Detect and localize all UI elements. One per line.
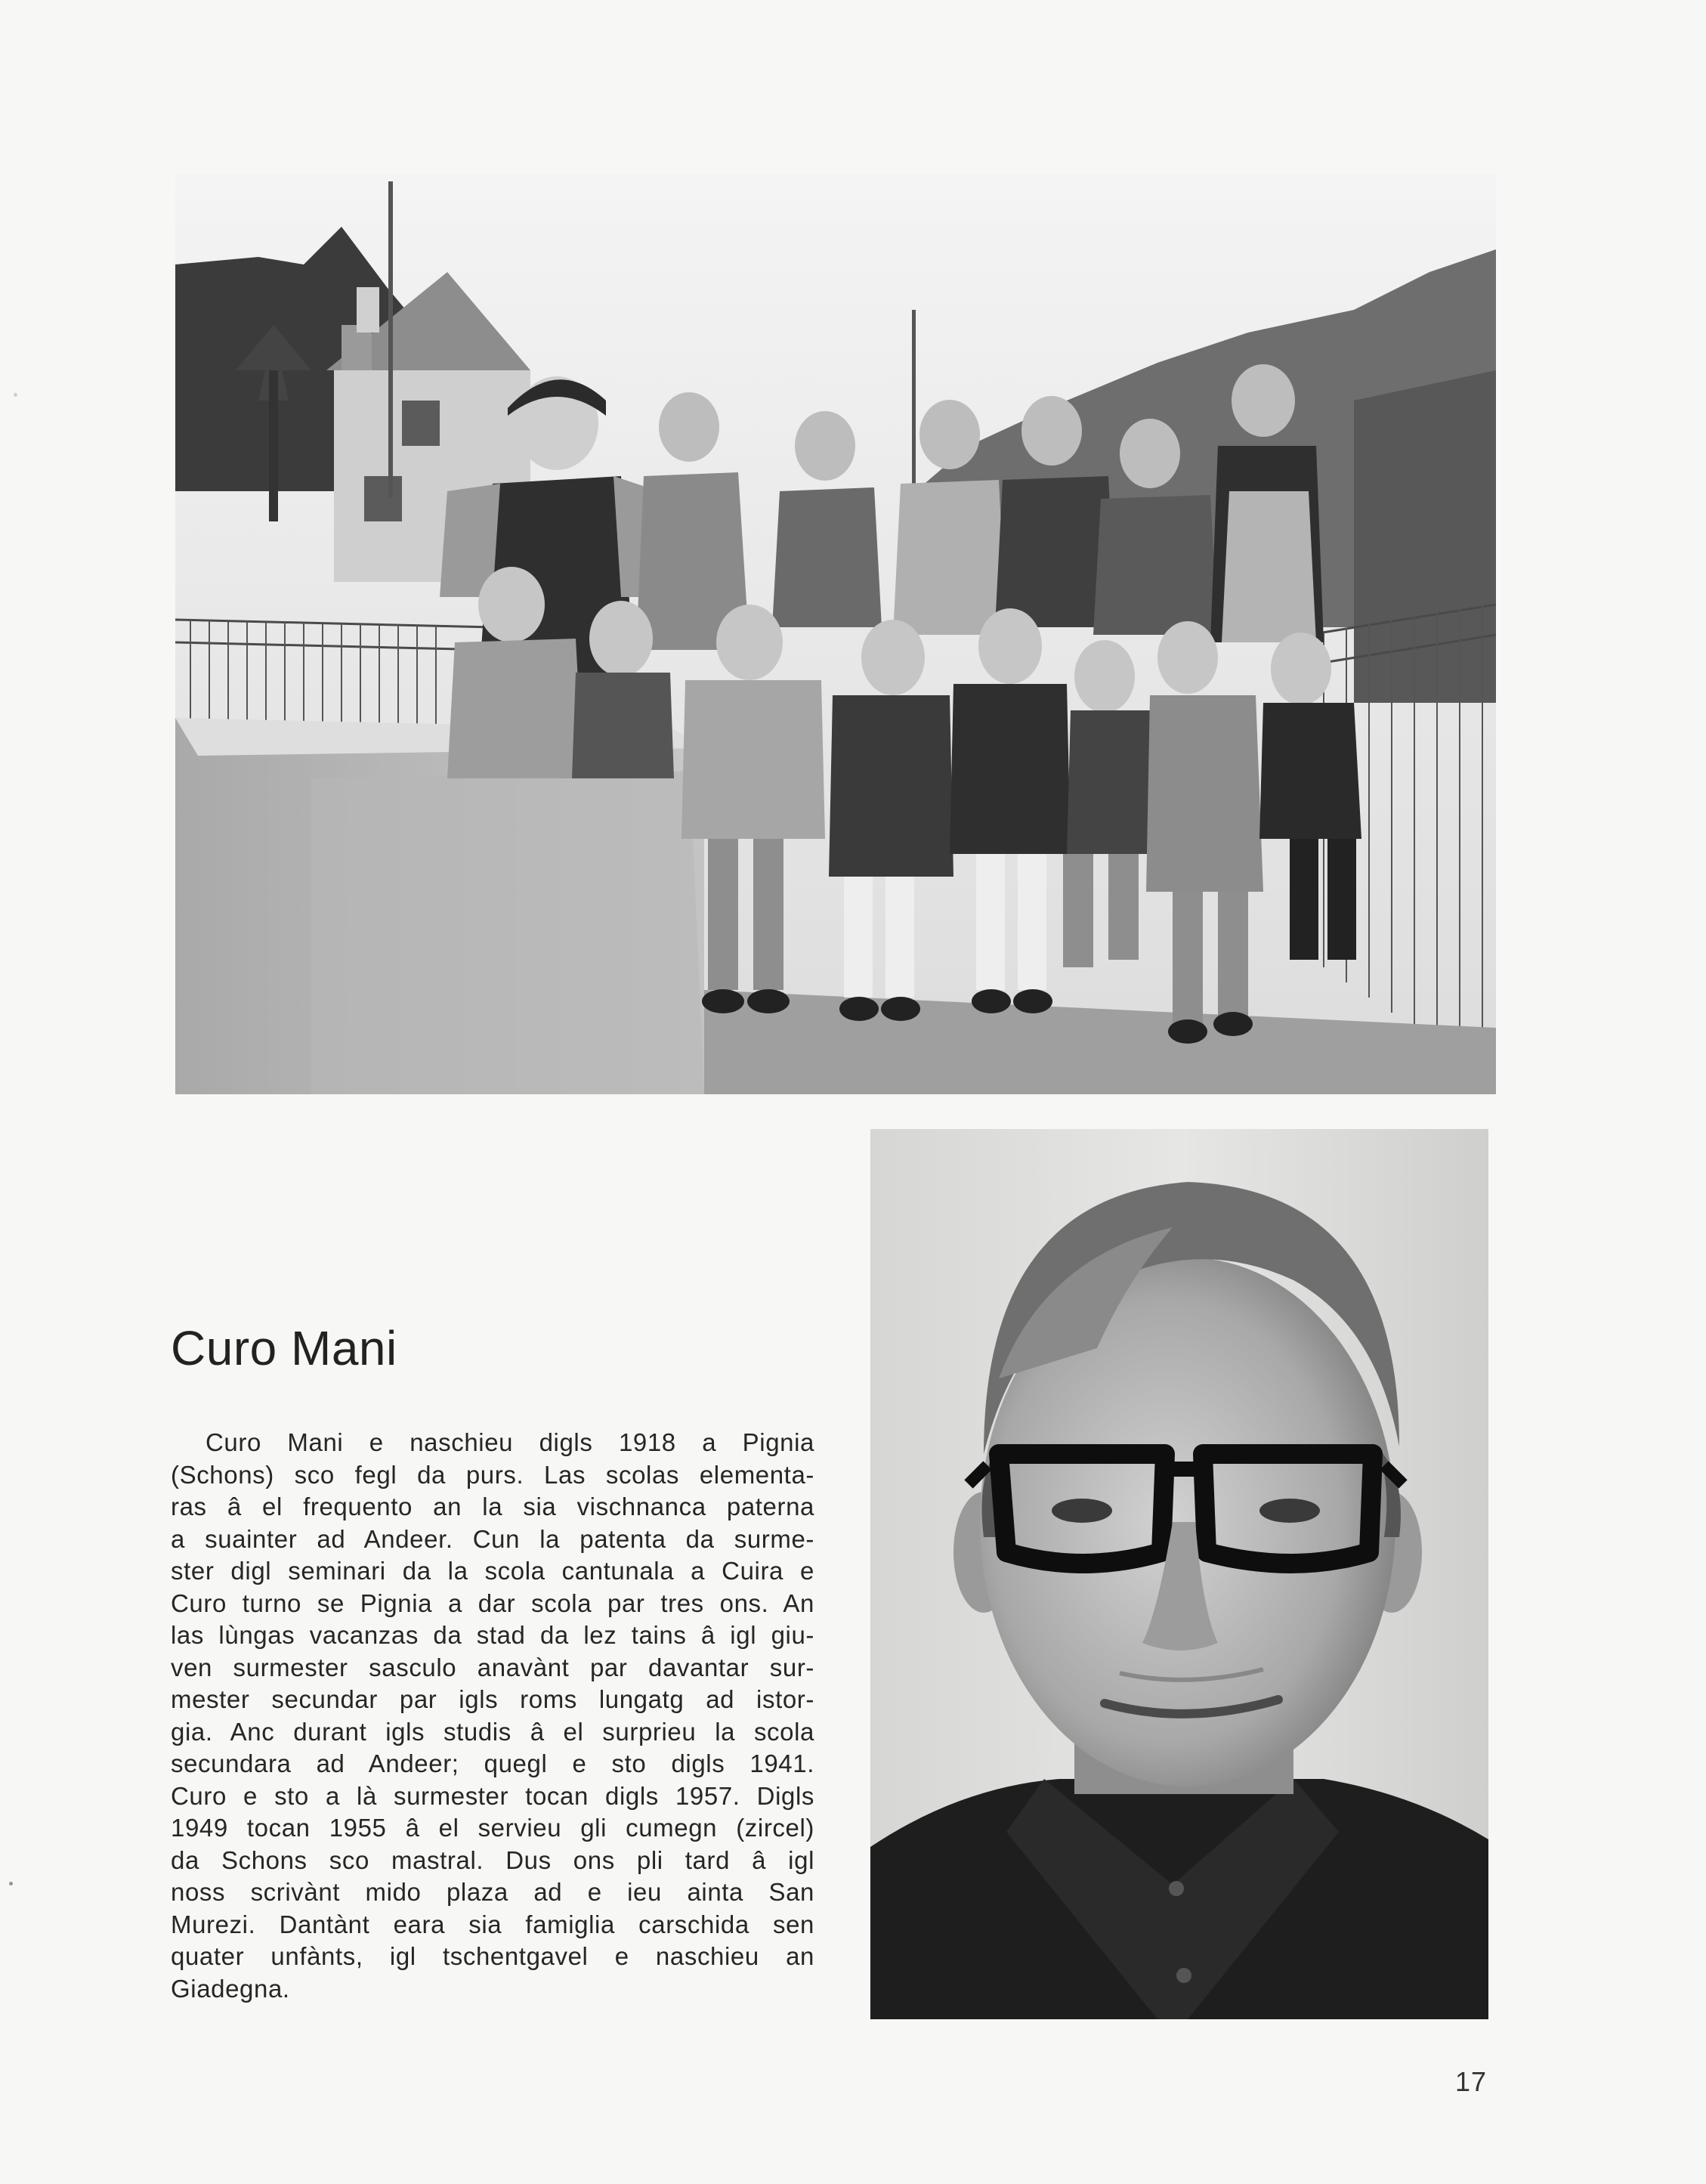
article-body-line: ras â el frequento an la sia vischnanca paterna [171, 1493, 814, 1520]
article-body-line: Murezi. Dantànt eara sia famiglia carschida sen [171, 1910, 814, 1938]
article-body-line: secundara ad Andeer; quegl e sto digls 1941. [171, 1749, 814, 1777]
article-body [171, 1427, 814, 2005]
page-number: 17 [1455, 2066, 1488, 2097]
article-body-line: ven surmester sasculo anavànt par davantar sur- [171, 1653, 814, 1681]
scan-speck [9, 1882, 13, 1885]
article-body-line: mester secundar par igls roms lungatg ad istor- [171, 1685, 814, 1713]
article-body-line: Giadegna. [171, 1974, 290, 2003]
article-body-line: noss scrivànt mido plaza ad e ieu ainta San [171, 1878, 814, 1906]
article-body-line: quater unfànts, igl tschentgavel e naschieu an [171, 1942, 814, 1970]
article-title: Curo Mani [171, 1321, 397, 1375]
group-photo [175, 174, 1496, 1094]
article-body-line: las lùngas vacanzas da stad da lez tains â igl giu- [171, 1621, 814, 1649]
article-body-line: ster digl seminari da la scola cantunala a Cuira e [171, 1557, 814, 1585]
article-body-line: (Schons) sco fegl da purs. Las scolas elementa- [171, 1460, 814, 1489]
group-photo-illustration [175, 174, 1496, 1094]
portrait-photo [870, 1129, 1488, 2019]
article-body-line: a suainter ad Andeer. Cun la patenta da surme- [171, 1524, 814, 1553]
article-body-line: Curo turno se Pignia a dar scola par tres ons. An [171, 1589, 814, 1617]
article-body-line: gia. Anc durant igls studis â el surprieu la scola [171, 1717, 814, 1746]
article-body-line: 1949 tocan 1955 â el servieu gli cumegn (zircel) [171, 1814, 814, 1842]
article-body-line: da Schons sco mastral. Dus ons pli tard â igl [171, 1845, 814, 1874]
scan-speck [14, 393, 17, 397]
article-body-line: Curo e sto a là surmester tocan digls 1957. Digls [171, 1781, 814, 1810]
portrait-illustration [870, 1129, 1488, 2019]
article-body-line: Curo Mani e naschieu digls 1918 a Pignia [206, 1428, 814, 1456]
